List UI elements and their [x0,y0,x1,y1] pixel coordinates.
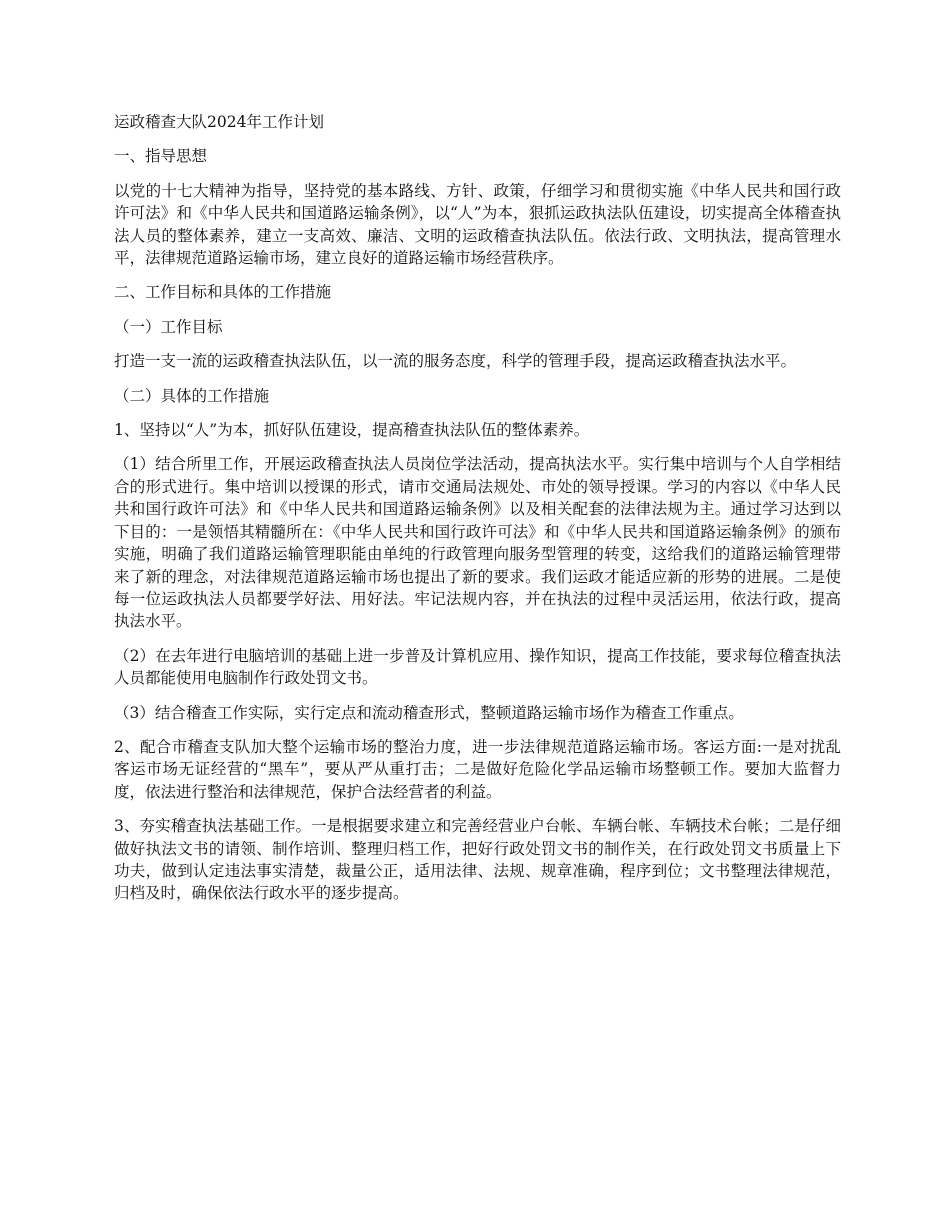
subsection-heading-work-goals: （一）工作目标 [114,317,223,336]
paragraph-work-goals: 打造一支一流的运政稽查执法队伍，以一流的服务态度，科学的管理手段，提高运政稽查执法水平。 [114,352,797,371]
paragraph-guiding-thought: 以党的十七大精神为指导，坚持党的基本路线、方针、政策，仔细学习和贯彻实施《中华人民共和国行政许可法》和《中华人民共和国道路运输条例》，以“人”为本，狠抓运政执法队伍建设，切实提高全体稽查执法人员的整体素养，建立一支高效、廉洁、文明的运政稽查执法队伍。依法行政、文明执法，提高管理水平，法律规范道路运输市场，建立良好的道路运输市场经营秩序。 [114,181,841,268]
document-body [114,111,841,917]
measure-subitem-3: （3）结合稽查工作实际，实行定点和流动稽查形式，整顿道路运输市场作为稽查工作重点。 [114,703,744,722]
measure-item-2: 2、配合市稽查支队加大整个运输市场的整治力度，进一步法律规范道路运输市场。客运方面:一是对扰乱客运市场无证经营的“黑车”，要从严从重打击；二是做好危险化学品运输市场整顿工作。要加大监督力度，依法进行整治和法律规范，保护合法经营者的利益。 [114,737,841,801]
measure-subitem-1: （1）结合所里工作，开展运政稽查执法人员岗位学法活动，提高执法水平。实行集中培训与个人自学相结合的形式进行。集中培训以授课的形式，请市交通局法规处、市处的领导授课。学习的内容以《中华人民共和国行政许可法》和《中华人民共和国道路运输条例》以及相关配套的法律法规为主。通过学习达到以下目的：一是领悟其精髓所在：《中华人民共和国行政许可法》和《中华人民共和国道路运输条例》的颁布实施，明确了我们道路运输管理职能由单纯的行政管理向服务型管理的转变，这给我们的道路运输管理带来了新的理念，对法律规范道路运输市场也提出了新的要求。我们运政才能适应新的形势的进展。二是使每一位运政执法人员都要学好法、用好法。牢记法规内容，并在执法的过程中灵活运用，依法行政，提高执法水平。 [114,455,841,631]
measure-subitem-2: （2）在去年进行电脑培训的基础上进一步普及计算机应用、操作知识，提高工作技能，要求每位稽查执法人员都能使用电脑制作行政处罚文书。 [114,646,841,688]
subsection-heading-work-measures: （二）具体的工作措施 [114,386,270,405]
document-title: 运政稽查大队2024年工作计划 [114,113,324,131]
section-heading-goals-measures: 二、工作目标和具体的工作措施 [114,283,332,302]
measure-item-1: 1、坚持以“人”为本，抓好队伍建设，提高稽查执法队伍的整体素养。 [114,421,590,440]
measure-item-3: 3、夯实稽查执法基础工作。一是根据要求建立和完善经营业户台帐、车辆台帐、车辆技术台帐；二是仔细做好执法文书的请领、制作培训、整理归档工作，把好行政处罚文书的制作关，在行政处罚文书质量上下功夫，做到认定违法事实清楚，裁量公正，适用法律、法规、规章准确，程序到位；文书整理法律规范，归档及时，确保依法行政水平的逐步提高。 [114,817,841,903]
section-heading-guiding-thought: 一、指导思想 [114,147,208,166]
